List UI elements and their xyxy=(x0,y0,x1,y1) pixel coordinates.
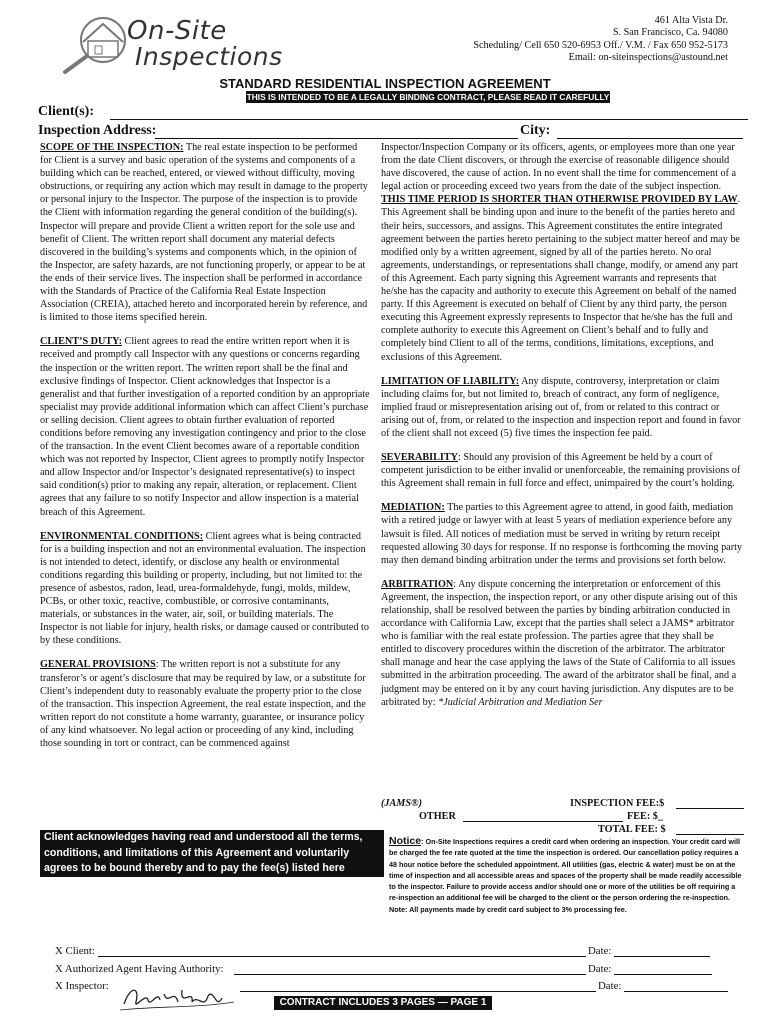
client-sig-label: Client: xyxy=(65,945,95,957)
acknowledgement-box: Client acknowledges having read and understood all the terms, conditions, and limitations of this Agreement and voluntarily agrees to be bound thereby and to pay the fee(s) listed here xyxy=(40,830,384,877)
notice-block xyxy=(389,836,745,915)
scope-text: The real estate inspection to be performed for Client is a survey and basic operation of the systems and components of a building which can be reached, entered, or viewed without difficulty, moving obstructions, or requiring any action which may result in damage to the property or personal injury to the Inspector. The purpose of the inspection is to provide the Client with information regarding the general condition of the building(s). Inspector will prepare and provide Client a written report for the sole use and benefit of Client. The written report shall document any material defects discovered in the building’s systems and components which, in the opinion of the Inspector, are safety hazards, are not functioning properly, or appear to be at the ends of their service lives. The inspection shall be performed in accordance with the Standards of Practice of the California Real Estate Inspection Association (CREIA), attached hereto and incorporated herein by reference, and is limited to those items specified herein. xyxy=(40,142,368,324)
right-column xyxy=(381,141,743,709)
logo-line-1: On-Site xyxy=(127,16,227,46)
clients-label: Client(s): xyxy=(38,104,94,119)
inspector-signature-row: X Inspector: xyxy=(55,980,109,992)
client-signature-row: X Client: xyxy=(55,945,95,957)
severability-section xyxy=(381,451,743,490)
agent-date-field[interactable] xyxy=(614,974,712,975)
total-fee-label: TOTAL FEE: $ xyxy=(598,824,666,835)
arbitration-section xyxy=(381,578,743,709)
inspector-date-field[interactable] xyxy=(624,991,728,992)
severability-text: : Should any provision of this Agreement be held by a court of competent jurisdiction to be either invalid or unenforceable, the remaining provisions of this Agreement shall remain in full force and effect, unimpaired by the court’s holding. xyxy=(381,452,741,490)
email-line: Email: on-siteinspections@astound.net xyxy=(568,52,728,64)
notice-label: Notice xyxy=(389,835,422,847)
arbitration-text: : Any dispute concerning the interpretation or enforcement of this Agreement, the inspection, the inspection report, or any other dispute arising out of this relationship, shall be resolved between the parties by binding arbitration conducted in accordance with California Law, except that the parties shall select a JAMS* arbitrator who is familiar with the real estate profession. The parties agree that they shall be entitled to discovery procedures within the discretion of the arbitrator. The arbitrator shall manage and hear the case applying the laws of the State of California to all issues submitted in the arbitration proceeding. The award of the arbitrator shall be final, and a judgment may be entered on it by any court having jurisdiction. Any disputes are to be arbitrated by: xyxy=(381,578,738,708)
general-heading: GENERAL PROVISIONS xyxy=(40,659,156,671)
environmental-section xyxy=(40,530,370,648)
other-description-field[interactable] xyxy=(463,821,623,822)
other-label: OTHER xyxy=(419,811,456,822)
environmental-heading: ENVIRONMENTAL CONDITIONS: xyxy=(40,530,204,542)
general-text: : The written report is not a substitute for any transferor’s or agent’s disclosure that may be required by law, or a substitute for Client’s independent duty to reasonably evaluate the property prior to the close of the transaction. This inspection Agreement, the real estate inspection, and the written report do not constitute a home warranty, guarantee, or insurance policy of any kind whatsoever. No legal action or proceeding of any kind, including those sounding in tort or contract, can be commenced against xyxy=(40,659,366,750)
agent-signature-row: X Authorized Agent Having Authority: xyxy=(55,963,224,975)
company-logo xyxy=(55,14,285,76)
inspection-address-label: Inspection Address: xyxy=(38,123,157,138)
general-section xyxy=(40,658,370,750)
total-fee-field[interactable] xyxy=(676,834,744,835)
time-period-notice: THIS TIME PERIOD IS SHORTER THAN OTHERWISE PROVIDED BY LAW xyxy=(381,194,738,206)
notice-text: : On-Site Inspections requires a credit card when ordering an inspection. Your credit card will be charged the fee rate quoted at the time the inspection is ordered. Our cancellation policy requires a 48 hour notice before the scheduled appointment. All utilities (gas, electric & water) must be on at the time of inspection and all accessible areas and spaces of the property shall be made readily accessible to the inspector. Failure to provide access and/or should one or more of the utilities be off requiring a re-inspection an additional fee will be charged to the client or the person ordering the re-inspection. Note: All payments made by credit card subject to 3% processing fee. xyxy=(389,837,742,914)
liability-text: Any dispute, controversy, interpretation or claim including claims for, but not limited to, breach of contract, any form of negligence, implied fraud or misrepresentation arising out of, from or related to this contract or arising out of, from, or related to the inspection and inspection report and found in favor of the client shall not exceed (5) five times the inspection fee paid. xyxy=(381,375,741,439)
continuation-text: Inspector/Inspection Company or its officers, agents, or employees more than one year from the date Client discovers, or through the exercise of reasonable diligence should have discovered, the cause of action. In no event shall the time for commencement of a legal action or proceeding exceed two years from the date of the subject inspection. xyxy=(381,142,737,193)
environmental-text: Client agrees what is being contracted for is a building inspection and not an environmental evaluation. The inspection is not intended to detect, identify, or disclose any health or environmental conditions regarding this building or property, including, but not limited to: the presence of asbestos, radon, lead, urea-formaldehyde, fungi, molds, mildew, PCBs, or other toxic, reactive, combustible, or corrosive contaminants, materials, or substances in the water, air, soil, or building materials. The Inspector is not liable for injury, health risks, or damage caused or contributed to by these conditions. xyxy=(40,530,369,647)
mediation-section xyxy=(381,501,743,566)
other-fee-label: FEE: $_ xyxy=(627,811,663,822)
client-date-field[interactable] xyxy=(614,956,710,957)
scope-heading: SCOPE OF THE INSPECTION: xyxy=(40,142,184,153)
inspection-fee-field[interactable] xyxy=(676,808,744,809)
city-label: City: xyxy=(520,123,551,138)
phone-line: Scheduling/ Cell 650 520-6953 Off./ V.M. / Fax 650 952-5173 xyxy=(473,39,728,51)
duty-heading: CLIENT’S DUTY: xyxy=(40,336,122,348)
severability-heading: SEVERABILITY xyxy=(381,452,458,464)
page-footer: CONTRACT INCLUDES 3 PAGES — PAGE 1 xyxy=(274,996,492,1010)
inspector-signature-field[interactable] xyxy=(240,991,596,992)
continuation-section xyxy=(381,141,743,364)
client-date-label: Date: xyxy=(588,945,612,957)
document-title: STANDARD RESIDENTIAL INSPECTION AGREEMENT xyxy=(219,76,551,91)
left-column xyxy=(40,141,370,750)
inspector-sig-label: Inspector: xyxy=(65,980,109,992)
scope-section xyxy=(40,141,370,324)
continuation-text-2: . This Agreement shall be binding upon and inure to the benefit of the parties hereto and their heirs, successors, and assigns. This Agreement constitutes the entire integrated agreement between the parties hereto pertaining to the subject matter hereof and may be modified only by a written agreement, signed by all of the parties hereto. No oral agreements, understandings, or representations shall change, modify, or amend any part of this Agreement. Each party signing this Agreement warrants and represents that he/she has the capacity and authority to execute this Agreement on behalf of the named party. If this Agreement is executed on behalf of Client by any third party, the person executing this Agreement expressly represents to Inspector that he/she has the full and complete authority to execute this Agreement on Client’s behalf and to fully and completely bind Client to all of the terms, conditions, limitations, exceptions, and exclusions of this Agreement. xyxy=(381,194,741,363)
logo-line-2: Inspections xyxy=(135,42,283,71)
inspector-date-label: Date: xyxy=(598,980,622,992)
mediation-heading: MEDIATION: xyxy=(381,502,445,514)
inspection-address-field[interactable] xyxy=(155,138,518,139)
duty-section xyxy=(40,335,370,518)
company-address xyxy=(473,15,728,65)
liability-heading: LIMITATION OF LIABILITY: xyxy=(381,375,520,387)
agent-date-label: Date: xyxy=(588,963,612,975)
jams-abbrev: (JAMS®) xyxy=(381,798,423,809)
address-line-1: 461 Alta Vista Dr. xyxy=(654,15,728,26)
binding-contract-banner: THIS IS INTENDED TO BE A LEGALLY BINDING CONTRACT, PLEASE READ IT CAREFULLY xyxy=(246,92,610,102)
mediation-text: The parties to this Agreement agree to attend, in good faith, mediation with a retired judge or lawyer with at least 5 years of mediation experience before any lawsuit is filed. All notices of mediation must be served in writing by return receipt requested allowing 30 days for response. If no response is forthcoming the moving party may then demand binding arbitration under the terms and provisions set forth below. xyxy=(381,502,743,566)
client-signature-field[interactable] xyxy=(98,956,586,957)
city-field[interactable] xyxy=(557,138,743,139)
inspector-signature-image xyxy=(118,980,238,1016)
liability-section xyxy=(381,375,743,440)
jams-name: *Judicial Arbitration and Mediation Ser xyxy=(438,696,603,708)
address-line-2: S. San Francisco, Ca. 94080 xyxy=(612,27,728,39)
agent-signature-field[interactable] xyxy=(234,974,586,975)
arbitration-heading: ARBITRATION xyxy=(381,578,454,590)
duty-text: Client agrees to read the entire written report when it is received and promptly call Inspector with any questions or concerns regarding the inspection or the written report. The written report shall be the final and exclusive findings of Inspector. Client acknowledges that Inspector is a generalist and that further investigation of a reported condition by an appropriate specialist may provide additional information which can affect Client’s purchase or selling decision. Client agrees to obtain further evaluation of reported conditions before removing any investigation contingency and prior to the close of the transaction. In the event Client becomes aware of a reportable condition which was not reported by Inspector, Client agrees to promptly notify Inspector and allow Inspector and/or Inspector’s designated representative(s) to inspect said condition(s) prior to making any repair, alteration, or replacement. Client agrees that any failure to so notify Inspector and allow inspection is a material breach of this Agreement. xyxy=(40,336,370,518)
inspection-fee-label: INSPECTION FEE:$ xyxy=(570,798,665,809)
clients-field[interactable] xyxy=(110,119,748,120)
agent-sig-label: Authorized Agent Having Authority: xyxy=(64,963,224,975)
